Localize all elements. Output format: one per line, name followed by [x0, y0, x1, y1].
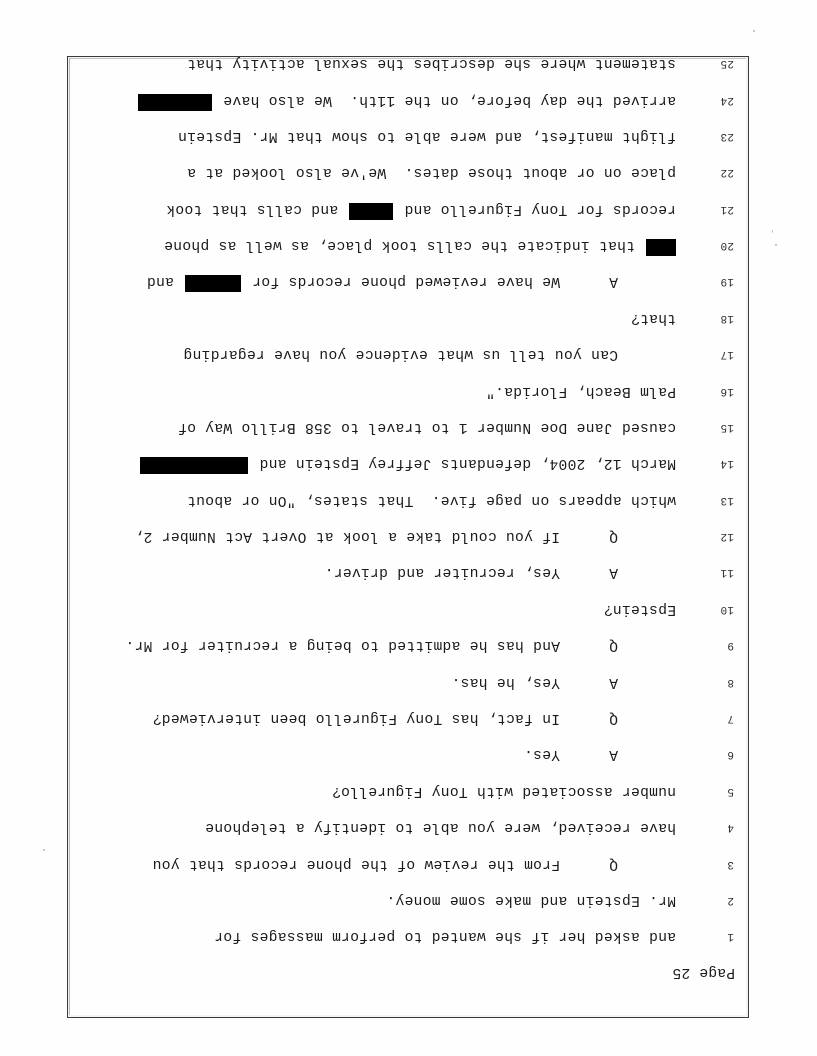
transcript-line: [84, 814, 734, 838]
redaction-bar: [185, 275, 241, 292]
line-number: 9: [727, 639, 734, 651]
line-number: 23: [720, 130, 734, 142]
transcript-line: [84, 159, 734, 183]
line-text: and: [146, 273, 174, 289]
redaction-bar: [138, 94, 212, 111]
line-text: and calls that took: [166, 201, 339, 217]
line-number: 19: [720, 275, 734, 287]
line-text: that indicate the calls took place, as well as phone: [163, 237, 635, 253]
line-number: 25: [720, 57, 734, 69]
line-text: Can you tell us what evidence you have regarding: [183, 346, 618, 362]
transcript-line: [84, 378, 734, 402]
line-number: 16: [720, 385, 734, 397]
transcript-line: [84, 596, 734, 620]
line-number: 2: [727, 894, 734, 906]
transcript-line: [84, 741, 734, 765]
redaction-bar: [140, 457, 248, 474]
transcript-line: [84, 778, 734, 802]
scan-speck: [753, 30, 755, 32]
line-text: and asked her if she wanted to perform massages for: [214, 928, 676, 944]
transcript-line: [84, 196, 734, 220]
transcript-line: [84, 87, 734, 111]
line-number: 10: [720, 603, 734, 615]
scan-speck: [775, 244, 777, 246]
line-text: We have reviewed phone records for: [252, 273, 560, 289]
line-number: 21: [720, 203, 734, 215]
line-number: 14: [720, 457, 734, 469]
transcript-line: [84, 887, 734, 911]
line-text: records for Tony Figurello and: [404, 201, 676, 217]
transcript-line: [84, 669, 734, 693]
line-text: In fact, has Tony Figurello been interviewed?: [152, 710, 560, 726]
transcript-line: [84, 414, 734, 438]
line-text: place on or about those dates. We've also looked at a: [186, 164, 676, 180]
line-text: If you could take a look at Overt Act Number 2,: [134, 528, 560, 544]
line-number: 5: [727, 785, 734, 797]
line-text: And has he admitted to being a recruiter for Mr.: [125, 637, 560, 653]
line-number: 18: [720, 312, 734, 324]
line-text: Palm Beach, Florida.": [485, 383, 676, 399]
line-number: 8: [727, 676, 734, 688]
redaction-bar: [646, 239, 676, 256]
transcript-line: [84, 559, 734, 583]
transcript-line: [84, 268, 734, 292]
line-text: Yes, recruiter and driver.: [324, 564, 560, 580]
transcript-line: [84, 487, 734, 511]
transcript-line: [84, 450, 734, 474]
speaker-label: A: [608, 746, 618, 762]
transcript-line: [84, 523, 734, 547]
line-text: Yes, he has.: [451, 674, 560, 690]
transcript-line: [84, 923, 734, 947]
line-text: caused Jane Doe Number 1 to travel to 358 Brillo Way of: [177, 419, 676, 435]
line-number: 22: [720, 166, 734, 178]
line-text: flight manifest, and were able to show that Mr. Epstein: [177, 128, 676, 144]
transcript-line: [84, 705, 734, 729]
line-number: 6: [727, 748, 734, 760]
transcript-line: [84, 851, 734, 875]
speaker-label: Q: [608, 637, 618, 653]
redaction-bar: [349, 203, 393, 220]
line-text: have received, were you able to identify a telephone: [205, 819, 676, 835]
line-number: 17: [720, 348, 734, 360]
line-number: 1: [727, 930, 734, 942]
line-text: March 12, 2004, defendants Jeffrey Epstein and: [259, 455, 676, 471]
line-text: From the review of the phone records that you: [152, 856, 560, 872]
transcript-line: [84, 305, 734, 329]
transcript-line: [84, 50, 734, 74]
transcript-line: [84, 341, 734, 365]
speaker-label: A: [608, 674, 618, 690]
page-number-label: Page 25: [672, 964, 735, 980]
line-number: 4: [727, 821, 734, 833]
line-text: Mr. Epstein and make some money.: [386, 892, 676, 908]
transcript-line: [84, 632, 734, 656]
line-text: Epstein?: [603, 601, 676, 617]
speaker-label: Q: [608, 856, 618, 872]
line-number: 24: [720, 94, 734, 106]
line-number: 13: [720, 494, 734, 506]
line-text: statement where she describes the sexual activity that: [186, 55, 676, 71]
line-text: that?: [630, 310, 676, 326]
line-number: 12: [720, 530, 734, 542]
speaker-label: Q: [608, 528, 618, 544]
scan-speck: [43, 849, 45, 851]
transcript-line: [84, 232, 734, 256]
line-text: Yes.: [523, 746, 560, 762]
line-text: number associated with Tony Figurello?: [331, 783, 676, 799]
speaker-label: A: [608, 564, 618, 580]
transcript-line: [84, 123, 734, 147]
speaker-label: Q: [608, 710, 618, 726]
line-number: 15: [720, 421, 734, 433]
line-text: which appears on page five. That states, "On or about: [186, 492, 676, 508]
line-number: 7: [727, 712, 734, 724]
line-number: 11: [720, 566, 734, 578]
line-number: 3: [727, 858, 734, 870]
line-number: 20: [720, 239, 734, 251]
speaker-label: A: [608, 273, 618, 289]
scan-speck: [772, 230, 773, 233]
line-text: arrived the day before, on the 11th. We also have: [223, 92, 676, 108]
